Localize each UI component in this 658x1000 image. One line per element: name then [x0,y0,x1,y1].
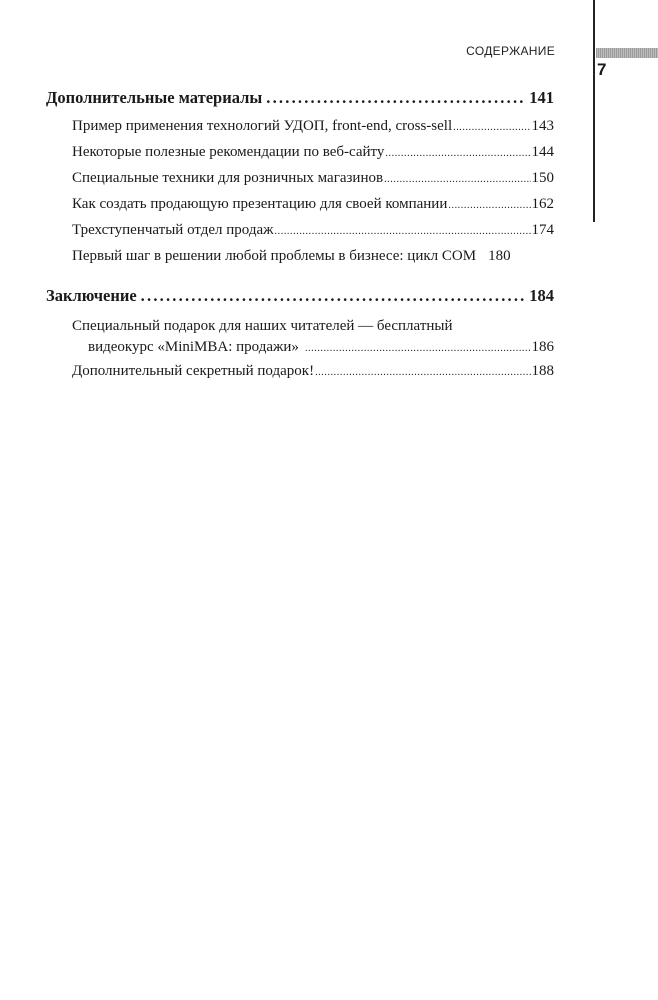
margin-rule [593,0,595,222]
leader-dots [384,168,530,192]
entry-page: 150 [531,170,554,186]
section-title-text: Заключение [46,286,137,305]
toc-section-additional [46,88,554,268]
leader-dots [448,194,530,218]
toc-entry[interactable] [72,140,554,166]
toc-entries [46,316,554,385]
entry-page: 174 [531,222,554,238]
entry-text: Специальные техники для розничных магазинов [72,170,384,186]
toc-entry[interactable] [72,316,554,359]
toc-section-title[interactable] [46,88,554,108]
running-header: СОДЕРЖАНИЕ [466,44,555,58]
toc-entry[interactable] [72,166,554,192]
toc-section-conclusion [46,286,554,385]
toc-entry[interactable] [72,359,554,385]
entry-text: Некоторые полезные рекомендации по веб-сайту [72,144,385,160]
toc-section-title[interactable] [46,286,554,306]
section-title-text: Дополнительные материалы [46,88,263,107]
toc-entry[interactable] [72,244,554,268]
leader-dots [266,88,525,108]
entry-text: Как создать продающую презентацию для своей компании [72,196,448,212]
page-number: 7 [597,60,607,79]
entry-page: 186 [531,339,554,355]
section-page: 141 [529,88,554,107]
leader-dots [275,220,531,244]
leader-dots [141,286,526,306]
section-tab-bar [596,48,658,58]
leader-dots [305,338,531,359]
entry-text: Пример применения технологий УДОП, front-end, cross-sell [72,118,453,134]
toc-entries [46,114,554,268]
entry-text-line2: видеокурс «MiniMBA: продажи» [88,339,299,355]
entry-page: 188 [531,363,554,379]
entry-text: Первый шаг в решении любой проблемы в бизнесе: цикл СОМ [72,248,477,264]
entry-page: 162 [531,196,554,212]
entry-page: 144 [531,144,554,160]
leader-dots [315,361,530,385]
entry-page: 143 [531,118,554,134]
toc-entry[interactable] [72,192,554,218]
entry-text: Трехступенчатый отдел продаж [72,222,274,238]
section-page: 184 [529,286,554,305]
entry-text-line1: Специальный подарок для наших читателей — бесплатный [72,318,453,334]
toc-entry[interactable] [72,114,554,140]
leader-dots [453,116,530,140]
entry-text: Дополнительный секретный подарок! [72,363,315,379]
leader-dots [385,142,530,166]
entry-page: 180 [488,248,511,264]
toc-entry[interactable] [72,218,554,244]
